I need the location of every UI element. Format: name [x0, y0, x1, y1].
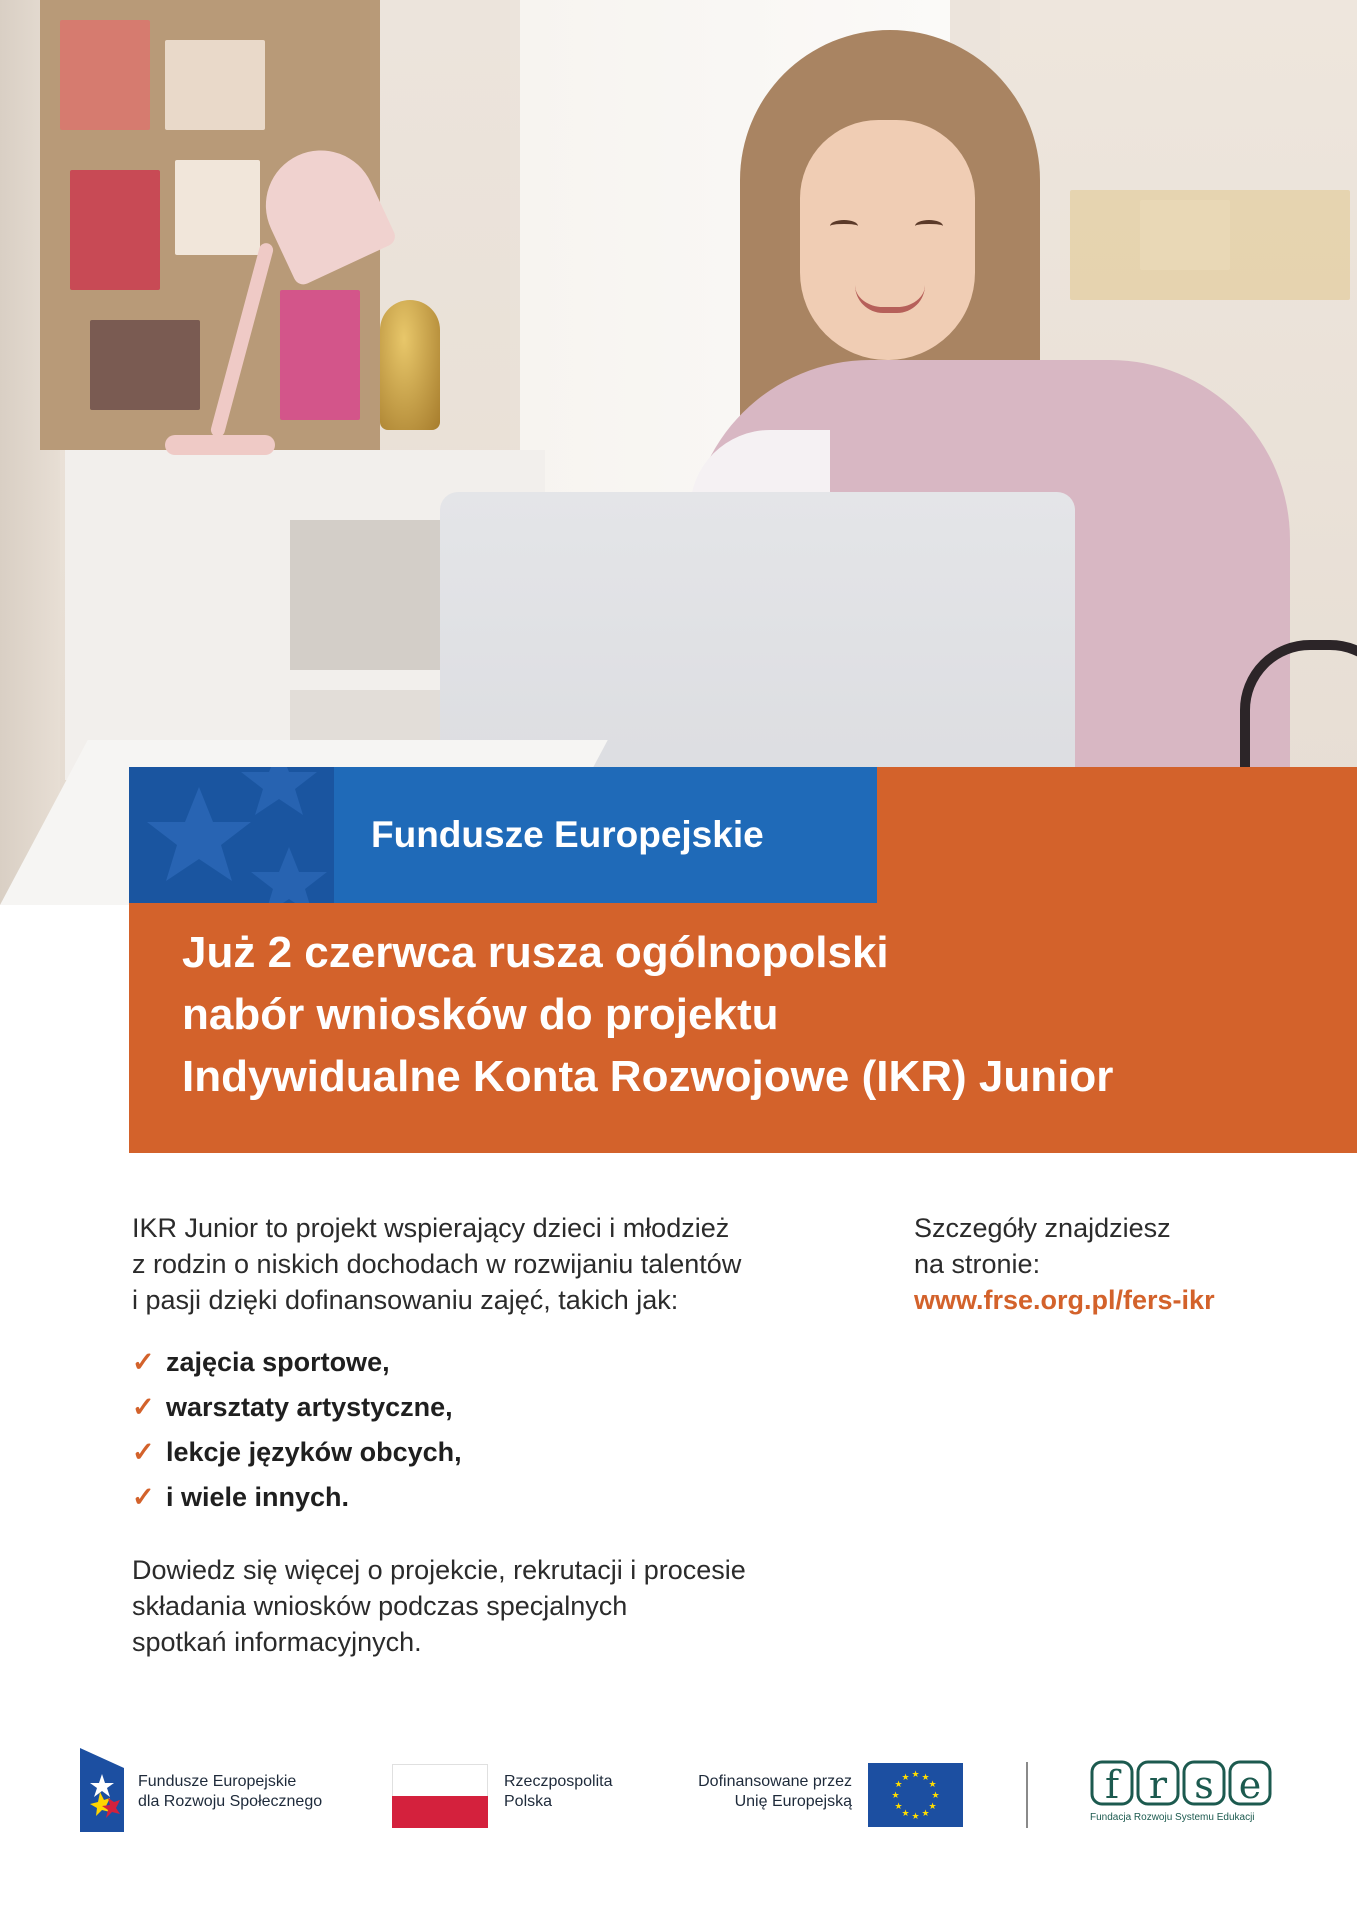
outro-line: Dowiedz się więcej o projekcie, rekrutacji i procesie: [132, 1555, 746, 1585]
svg-text:★: ★: [911, 1770, 920, 1780]
svg-text:★: ★: [901, 1809, 910, 1819]
svg-text:★: ★: [894, 1802, 903, 1812]
svg-text:★: ★: [931, 1791, 940, 1801]
frse-logo: [1090, 1758, 1276, 1808]
headline-line: Już 2 czerwca rusza ogólnopolski: [182, 928, 889, 977]
program-label: Fundusze Europejskie: [371, 814, 764, 855]
photo-girl-face: [800, 120, 975, 360]
list-item-label: lekcje języków obcych,: [166, 1437, 462, 1467]
list-item: [132, 1430, 832, 1475]
poland-logo-line: Polska: [504, 1793, 553, 1810]
poland-flag-icon: [392, 1764, 488, 1828]
activities-list: [132, 1340, 832, 1520]
headline-line: nabór wniosków do projektu: [182, 990, 779, 1039]
svg-text:e: e: [1238, 1763, 1262, 1807]
outro-line: składania wniosków podczas specjalnych: [132, 1591, 628, 1621]
photo-trophy: [380, 300, 440, 430]
svg-text:★: ★: [921, 1773, 930, 1783]
eu-cofinance-line: Dofinansowane przez: [698, 1773, 852, 1790]
details-sidebar: [914, 1210, 1334, 1318]
svg-text:r: r: [1148, 1763, 1168, 1807]
list-item-label: warsztaty artystyczne,: [166, 1392, 453, 1422]
svg-text:★: ★: [928, 1780, 937, 1790]
svg-text:★: ★: [911, 1812, 920, 1822]
footer-divider: [1026, 1762, 1028, 1828]
intro-line: z rodzin o niskich dochodach w rozwijaniu talentów: [132, 1249, 742, 1279]
program-tab: [129, 767, 877, 903]
check-icon: ✓: [132, 1347, 155, 1377]
photo-pinned-picture: [90, 320, 200, 410]
svg-text:s: s: [1194, 1763, 1214, 1807]
svg-text:f: f: [1104, 1763, 1120, 1807]
svg-text:★: ★: [921, 1809, 930, 1819]
banner-accent: [877, 767, 1357, 903]
list-item-label: zajęcia sportowe,: [166, 1347, 390, 1377]
photo-pinned-picture: [280, 290, 360, 420]
fe-logo-text: [138, 1772, 322, 1812]
photo-pinned-picture: [70, 170, 160, 290]
check-icon: ✓: [132, 1482, 155, 1512]
list-item: [132, 1340, 832, 1385]
intro-text: [132, 1210, 852, 1318]
poland-logo-line: Rzeczpospolita: [504, 1773, 613, 1790]
svg-text:★: ★: [891, 1791, 900, 1801]
outro-line: spotkań informacyjnych.: [132, 1627, 422, 1657]
photo-pinned-picture: [175, 160, 260, 255]
fe-logo-line: dla Rozwoju Społecznego: [138, 1793, 323, 1810]
fe-logo-line: Fundusze Europejskie: [138, 1773, 297, 1790]
photo-wall-board: [1070, 190, 1350, 300]
website-link[interactable]: www.frse.org.pl/fers-ikr: [914, 1285, 1215, 1315]
svg-text:★: ★: [928, 1802, 937, 1812]
list-item: [132, 1385, 832, 1430]
photo-pinned-picture: [60, 20, 150, 130]
photo-girl-eye: [830, 220, 858, 232]
frse-subtitle: Fundacja Rozwoju Systemu Edukacji: [1090, 1812, 1255, 1823]
photo-drawer: [290, 520, 450, 670]
poland-logo-text: [504, 1772, 613, 1812]
eu-cofinance-line: Unię Europejską: [734, 1793, 852, 1810]
list-item-label: i wiele innych.: [166, 1482, 350, 1512]
intro-line: i pasji dzięki dofinansowaniu zajęć, takich jak:: [132, 1285, 679, 1315]
svg-text:★: ★: [894, 1780, 903, 1790]
photo-pinned-picture: [165, 40, 265, 130]
outro-text: [132, 1552, 852, 1660]
flag-white-stripe: [392, 1764, 488, 1796]
eu-stars-graphic-icon: [129, 767, 334, 903]
list-item: [132, 1475, 832, 1520]
photo-girl-eye: [915, 220, 943, 232]
headline-line: Indywidualne Konta Rozwojowe (IKR) Junior: [182, 1052, 1114, 1101]
details-line: Szczegóły znajdziesz: [914, 1213, 1171, 1243]
check-icon: ✓: [132, 1437, 155, 1467]
intro-line: IKR Junior to projekt wspierający dzieci i młodzież: [132, 1213, 730, 1243]
eu-cofinance-text: [640, 1772, 852, 1812]
fe-logo-icon: [80, 1748, 124, 1832]
flag-red-stripe: [392, 1796, 488, 1828]
check-icon: ✓: [132, 1392, 155, 1422]
svg-text:★: ★: [901, 1773, 910, 1783]
photo-lamp-base: [165, 435, 275, 455]
details-line: na stronie:: [914, 1249, 1041, 1279]
eu-flag-icon: [868, 1763, 963, 1827]
headline: [182, 922, 1113, 1108]
